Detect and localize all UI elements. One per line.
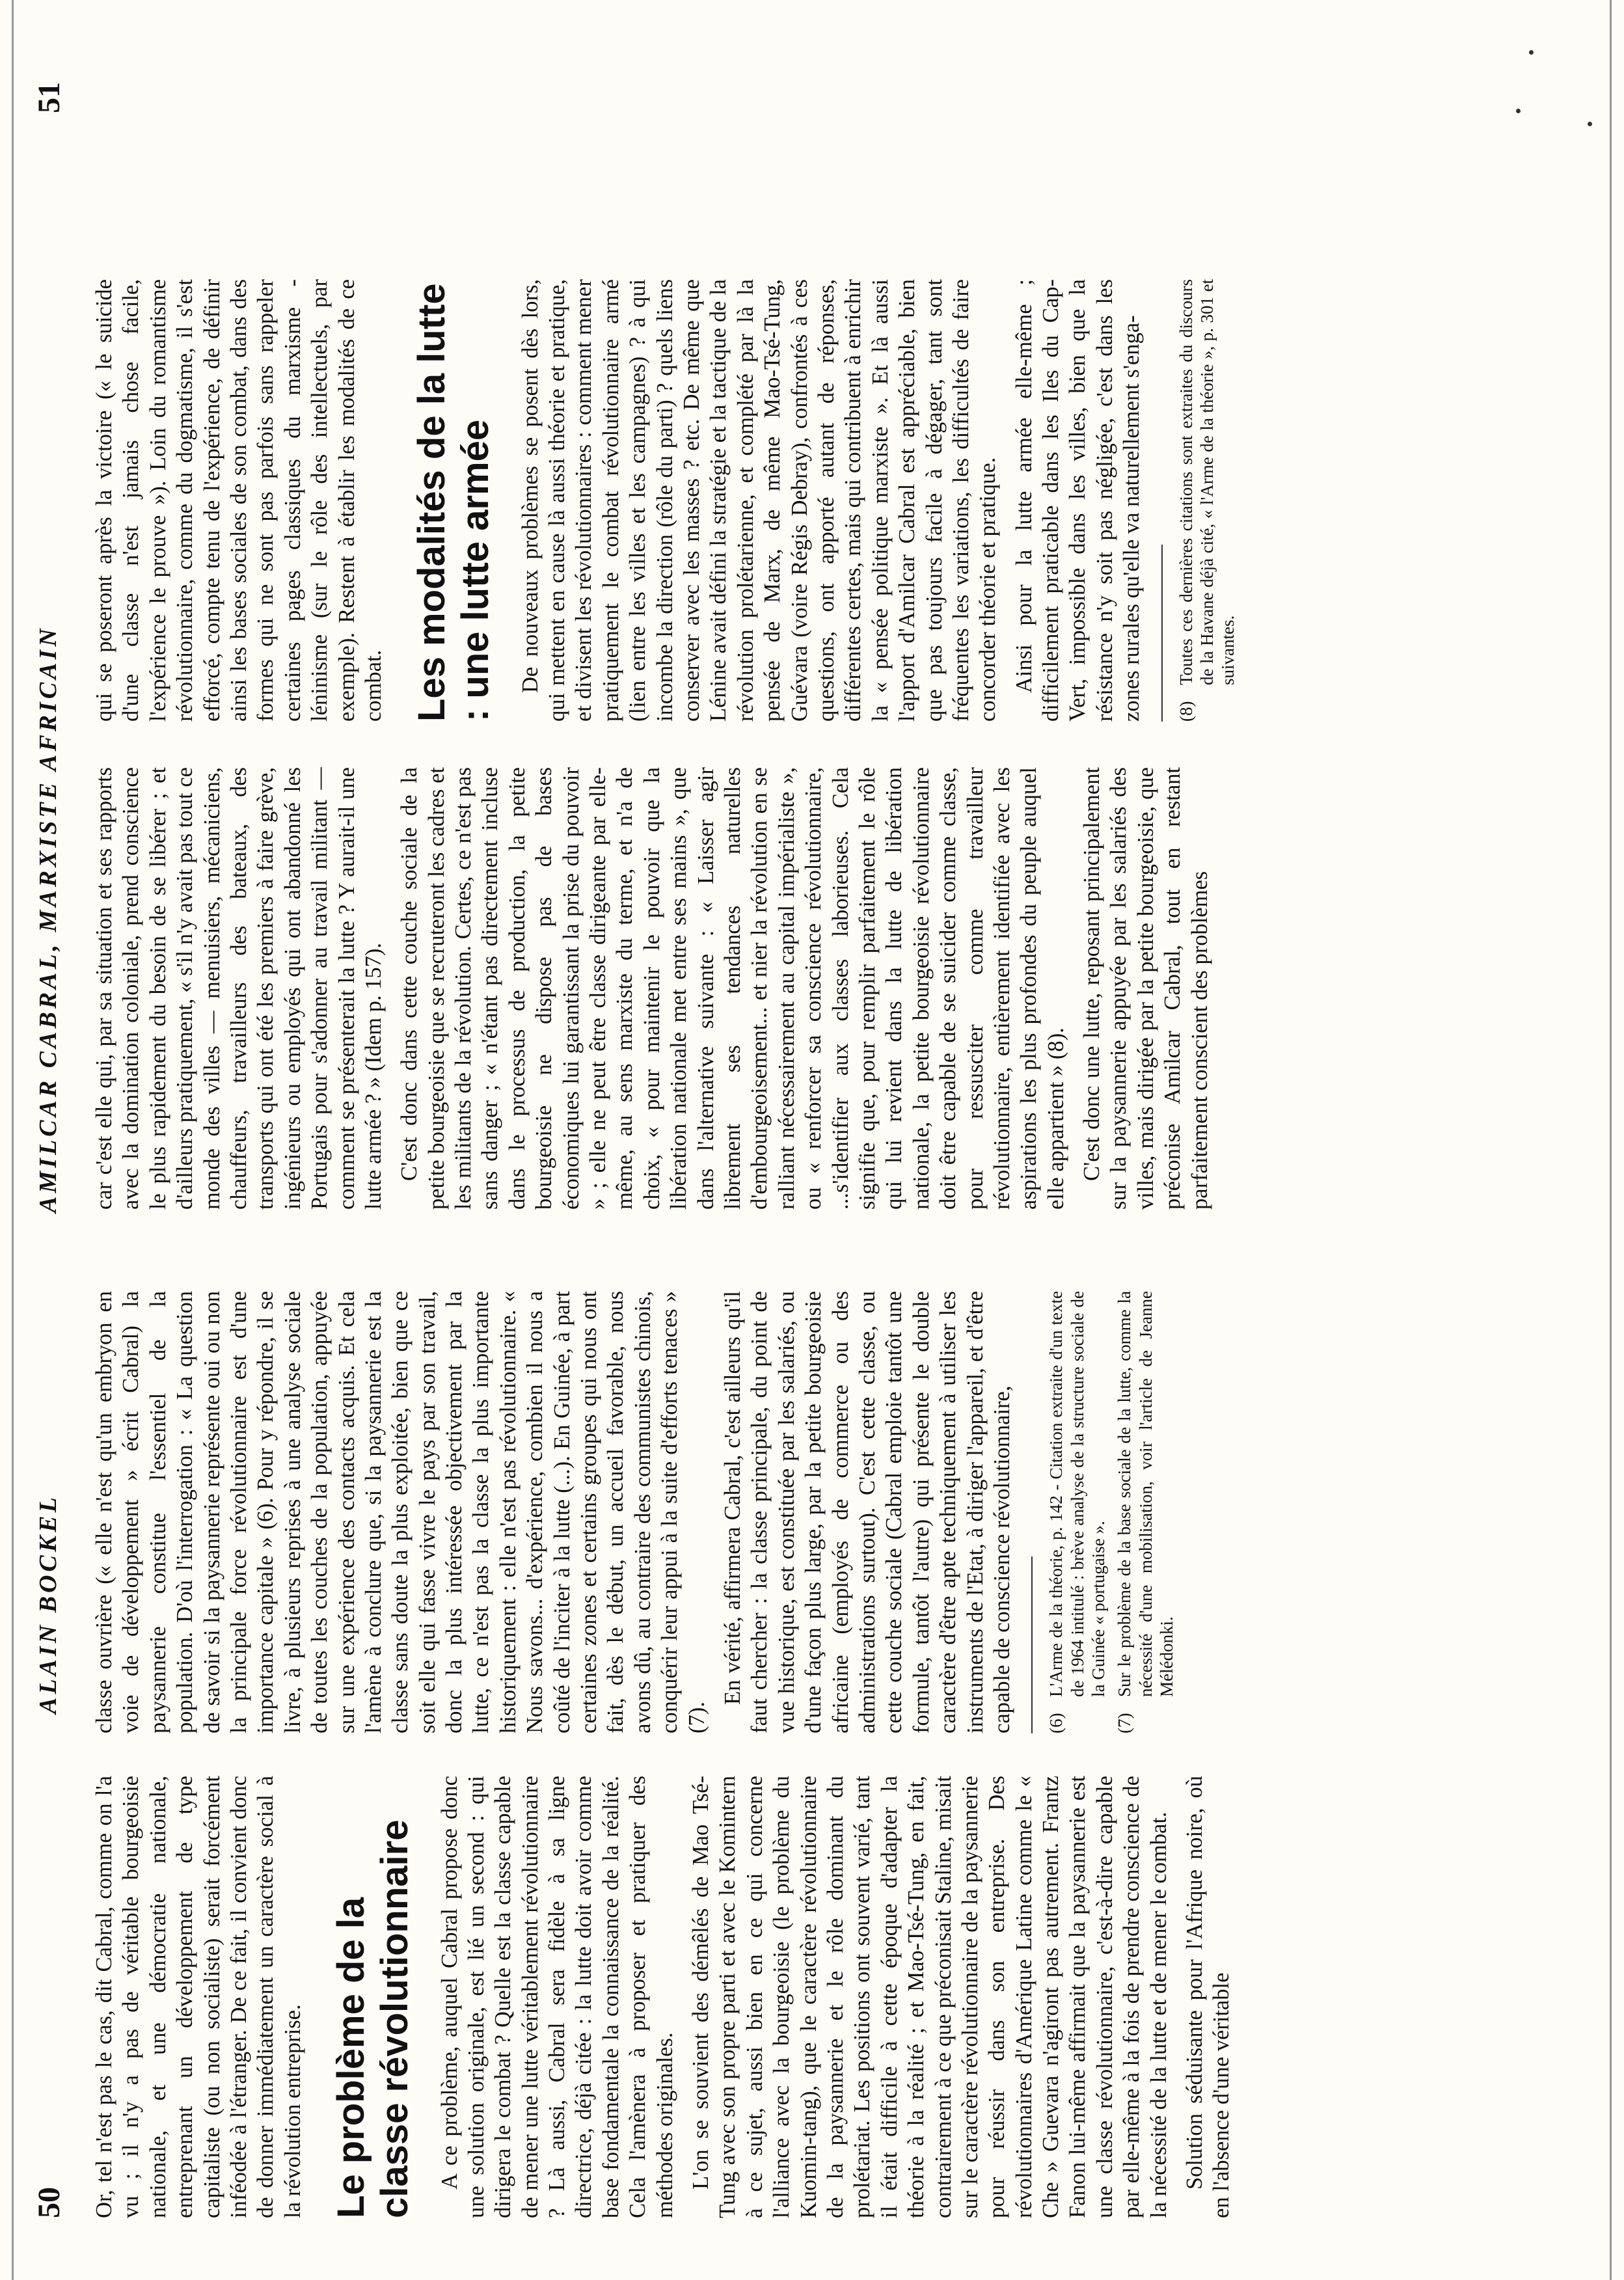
section-heading: Les modalités de la lutte : une lutte armée bbox=[411, 283, 496, 722]
paragraph: classe ouvrière (« elle n'est qu'un embryon en voie de développement » écrit Cabral) la paysannerie constitue l'essentiel de la population. D'où l'interrogation : « La question de savoir si la paysannerie représente oui ou non la principale force révolutionnaire est d'une importance capitale » (6). Pour y répondre, il se livre, à plusieurs reprises à une analyse sociale de toutes les couches de la population, appuyée sur une expérience des contacts acquis. Et cela l'amène à conclure que, si la paysannerie est la classe sans doute la plus exploitée, bien que ce soit elle qui fasse vivre le pays par son travail, donc la plus intéressée objectivement par la lutte, ce n'est pas la classe la plus importante historiquement : elle n'est pas révolutionnaire. « Nous savons... d'expérience, combien il nous a coûté de l'inciter à la lutte (...). En Guinée, à part certaines zones et certains groupes qui nous ont fait, dès le début, un accueil favorable, nous avons dû, au contraire des communistes chinois, conquérir leur appui à la suite d'efforts tenaces » (7). bbox=[92, 1291, 709, 1733]
right-column-3 bbox=[91, 767, 1536, 1210]
paragraph: De nouveaux problèmes se posent dès lors, qui mettent en cause là aussi théorie et pratique, et divisent les révolutionnaires : comment mener pratiquement le combat révolutionnaire armé (lien entre les villes et les campagnes) ? à qui incombe la direction (rôle du parti) ? quels liens conserver avec les masses ? etc. De même que Lénine avait défini la stratégie et la tactique de la révolution prolétarienne, et complété par là la pensée de Marx, de même Mao-Tsé-Tung, Guévara (voire Régis Debray), confrontés à ces questions, ont apporté autant de réponses, différentes certes, mais qui contribuent à enrichir la « pensée politique marxiste ». Et là aussi l'apport d'Amilcar Cabral est appréciable, bien que pas toujours facile à dégager, tant sont fréquentes les variations, les difficultés de faire concorder théorie et pratique. bbox=[517, 279, 1001, 722]
paragraph: L'on se souvient des démêlés de Mao Tsé-Tung avec son propre parti et avec le Komintern à ce sujet, aussi bien en ce qui concerne l'alliance avec la bourgeoisie (le problème du Kuomin-tang), que le caractère révolutionnaire de la paysannerie et le rôle dominant du prolétariat. Les positions ont souvent varié, tant il était difficile à cette époque d'adapter la théorie à la réalité ; et Mao-Tsé-Tung, en fait, contrairement à ce que préconisait Staline, misait sur le caractère révolutionnaire de la paysannerie pour réussir dans son entreprise. Des révolutionnaires d'Amérique Latine comme le « Che » Guevara n'agiront pas autrement. Frantz Fanon lui-même affirmait que la paysannerie est une classe révolutionnaire, c'est-à-dire capable par elle-même à la fois de prendre conscience de la nécessité de la lutte et de mener le combat. bbox=[688, 1776, 1171, 2218]
footnote-8 bbox=[1176, 279, 1239, 722]
page-number-right: 51 bbox=[32, 82, 66, 113]
footnote-number: (6) bbox=[1046, 1713, 1066, 1733]
paragraph: car c'est elle qui, par sa situation et ses rapports avec la domination coloniale, prend conscience le plus rapidement du besoin de se libérer ; et d'ailleurs pratiquement, « s'il n'y avait pas tout ce monde des villes — menuisiers, mécaniciens, chauffeurs, travailleurs des bateaux, des transports qui ont été les premiers à faire grève, ingénieurs ou employés qui ont abandonné les Portugais pour s'adonner au travail militant — comment se présenterait la lutte ? Y aurait-il une lutte armée ? » (Idem p. 157). bbox=[92, 767, 386, 1210]
paragraph: Or, tel n'est pas le cas, dit Cabral, comme on l'a vu ; il n'y a pas de véritable bourgeoisie nationale, et une démocratie nationale, entreprenant un développement de type capitaliste (ou non socialiste) serait forcément inféodée à l'étranger. De ce fait, il convient donc de donner immédiatement un caractère social à la révolution entreprise. bbox=[92, 1776, 305, 2218]
paragraph: C'est donc dans cette couche sociale de la petite bourgeoisie que se recruteront les cadres et les militants de la révolution. Certes, ce n'est pas sans danger ; « n'étant pas directement incluse dans le processus de production, la petite bourgeoisie ne dispose pas de bases économiques lui garantissant la prise du pouvoir » ; elle ne peut être classe dirigeante par elle-même, au sens marxiste du terme, et n'a de choix, « pour maintenir le pouvoir que la libération nationale met entre ses mains », que dans l'alternative suivante : « Laisser agir librement ses tendances naturelles d'embourgeoisement... et nier la révolution en se ralliant nécessairement au capital impérialiste », ou « renforcer sa conscience révolutionnaire, ...s'identifier aux classes laborieuses. Cela signifie que, pour remplir parfaitement le rôle qui lui revient dans la lutte de libération nationale, la petite bourgeoisie révolutionnaire doit être capable de se suicider comme classe, pour ressusciter comme travailleur révolutionnaire, entièrement identifiée avec les aspirations les plus profondes du peuple auquel elle appartient » (8). bbox=[397, 767, 1068, 1210]
footnote-text: L'Arme de la théorie, p. 142 - Citation extraite d'un texte de 1964 intitulé : brève analyse de la structure sociale de la Guinée « portugaise ». bbox=[1046, 1291, 1109, 1697]
footnote-text: Toutes ces dernières citations sont extraites du discours de la Havane déjà cité, « l'Arme de la théorie », p. 301 et suivantes. bbox=[1176, 279, 1238, 685]
scan-speck bbox=[1529, 50, 1534, 55]
paragraph: Ainsi pour la lutte armée elle-même ; difficilement praticable dans les Iles du Cap-Vert, impossible dans les villes, bien que la résistance n'y soit pas négligée, c'est dans les zones rurales qu'elle va naturellement s'enga- bbox=[1011, 279, 1144, 722]
scan-speck bbox=[1588, 122, 1592, 126]
page-number-left: 50 bbox=[32, 2187, 66, 2218]
right-column-4 bbox=[91, 279, 1536, 722]
left-column-2 bbox=[91, 1291, 1536, 1733]
paragraph: A ce problème, auquel Cabral propose donc une solution originale, est lié un second : qui dirigera le combat ? Quelle est la classe capable de mener une lutte véritablement révolutionnaire ? Là aussi, Cabral sera fidèle à sa ligne directrice, déjà citée : la lutte doit avoir comme base fondamentale la connaissance de la réalité. Cela l'amènera à proposer et pratiquer des méthodes originales. bbox=[437, 1776, 677, 2218]
footnote-number: (7) bbox=[1115, 1713, 1135, 1733]
footnote-number: (8) bbox=[1176, 701, 1196, 722]
paragraph: C'est donc une lutte, reposant principalement sur la paysannerie appuyée par les salariés des villes, mais dirigée par la petite bourgeoisie, que préconise Amilcar Cabral, tout en restant parfaitement conscient des problèmes bbox=[1079, 767, 1212, 1210]
running-head-left: ALAIN BOCKEL bbox=[34, 1494, 62, 1714]
scan-edge-top bbox=[12, 0, 14, 2280]
left-column-1 bbox=[91, 1776, 1536, 2218]
paragraph: Solution séduisante pour l'Afrique noire, où en l'absence d'une véritable bbox=[1182, 1776, 1234, 2218]
footnote-rule bbox=[1161, 545, 1163, 722]
section-heading: Le problème de la classe révolutionnaire bbox=[330, 1819, 416, 2218]
paragraph: En vérité, affirmera Cabral, c'est ailleurs qu'il faut chercher : la classe principale, du point de vue historique, est constituée par les salariés, ou d'une façon plus large, par la petite bourgeoisie africaine (employés de commerce ou des administrations surtout). C'est cette classe, ou cette couche sociale (Cabral emploie tantôt une formule, tantôt l'autre) qui présente le double caractère d'être apte techniquement à utiliser les instruments de l'Etat, à diriger l'appareil, et d'être capable de conscience révolutionnaire, bbox=[720, 1291, 1014, 1733]
running-head-right: AMILCAR CABRAL, MARXISTE AFRICAIN bbox=[34, 625, 62, 1213]
footnote-7 bbox=[1114, 1291, 1177, 1733]
footnote-6 bbox=[1046, 1291, 1109, 1733]
footnote-text: Sur le problème de la base sociale de la lutte, comme la nécessité d'une mobilisation, voir l'article de Jeanne Mélédonki. bbox=[1115, 1291, 1177, 1697]
paragraph: qui se poseront après la victoire (« le suicide d'une classe n'est jamais chose facile, l'expérience le prouve »). Loin du romantisme révolutionnaire, comme du dogmatisme, il s'est efforcé, compte tenu de l'expérience, de définir ainsi les bases sociales de son combat, dans des formes qui ne sont pas parfois sans rappeler certaines pages classiques du marxisme - léninisme (sur le rôle des intellectuels, par exemple). Restent à établir les modalités de ce combat. bbox=[92, 279, 386, 722]
footnote-rule bbox=[1031, 1556, 1033, 1733]
scan-edge-bottom bbox=[1610, 0, 1612, 2280]
scan-speck bbox=[1516, 109, 1521, 113]
